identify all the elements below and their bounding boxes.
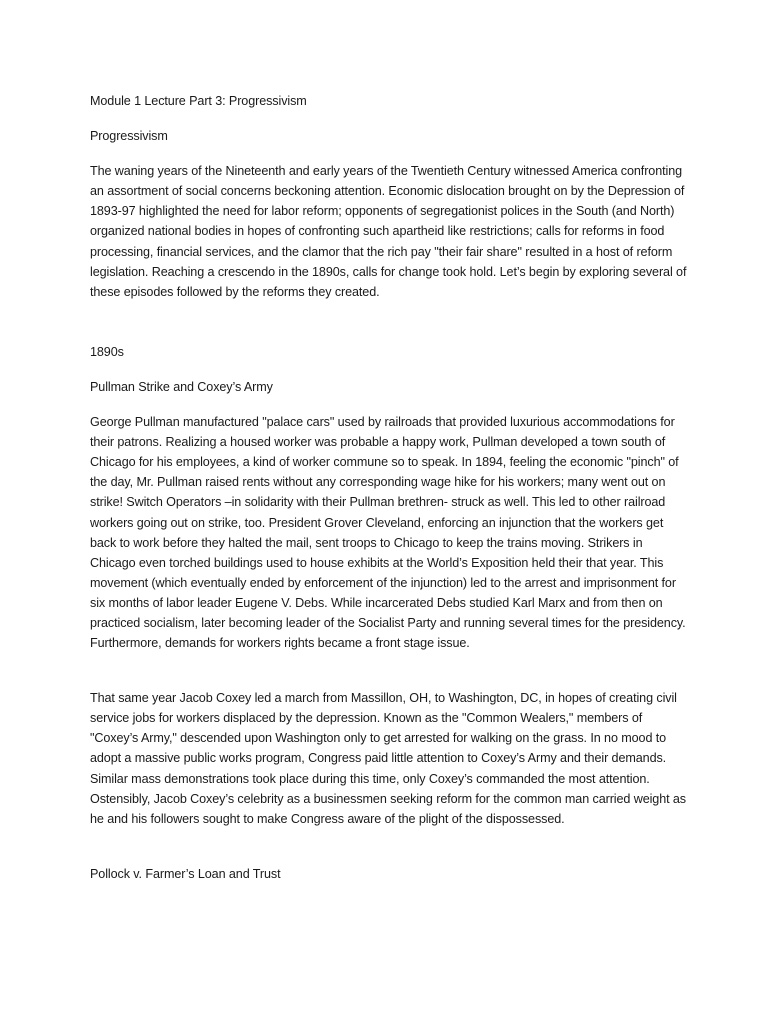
paragraph-coxeys-army: That same year Jacob Coxey led a march from Massillon, OH, to Washington, DC, in hopes of creating civil service jobs for workers displaced by the depression. Known as the "Common Wealers," members of "Coxey’s Army," descended upon Washington only to get arrested for walking on the grass. In no mood to adopt a massive public works program, Congress paid little attention to Coxey’s Army and their demands. Similar mass demonstrations took place during this time, only Coxey’s commanded the most attention. Ostensibly, Jacob Coxey’s celebrity as a businessmen seeking reform for the common man carried weight as he and his followers sought to make Congress aware of the plight of the dispossessed.: [90, 691, 687, 826]
document-body: [90, 91, 690, 899]
paragraph-pullman-strike: George Pullman manufactured "palace cars" used by railroads that provided luxurious accommodations for their patrons. Realizing a housed worker was probable a happy work, Pullman developed a town south of Chicago for his employees, a kind of worker commune so to speak. In 1894, feeling the economic "pinch" of the day, Mr. Pullman raised rents without any corresponding wage hike for his workers; many went out on strike! Switch Operators –in solidarity with their Pullman brethren- struck as well. This led to other railroad workers going out on strike, too. President Grover Cleveland, enforcing an injunction that the workers get back to work before they halted the mail, sent troops to Chicago to keep the trains moving. Strikers in Chicago even torched buildings used to house exhibits at the World’s Exposition held their that year. This movement (which eventually ended by enforcement of the injunction) led to the arrest and imprisonment for six months of labor leader Eugene V. Debs. While incarcerated Debs studied Karl Marx and from then on practiced socialism, later becoming leader of the Socialist Party and running several times for the presidency. Furthermore, demands for workers rights became a front stage issue.: [90, 415, 686, 651]
section-heading-pullman-coxey: Pullman Strike and Coxey’s Army: [90, 379, 273, 394]
section-heading-progressivism: Progressivism: [90, 129, 168, 144]
lecture-title: Module 1 Lecture Part 3: Progressivism: [90, 94, 307, 108]
paragraph-progressivism-intro: The waning years of the Nineteenth and early years of the Twentieth Century witnessed America confronting an assortment of social concerns beckoning attention. Economic dislocation brought on by the Depression of 1893-97 highlighted the need for labor reform; opponents of segregationist polices in the South (and North) organized national bodies in hopes of confronting such apartheid like restrictions; calls for reforms in food processing, financial services, and the clamor that the rich pay "their fair share" resulted in a host of reform legislation. Reaching a crescendo in the 1890s, calls for change took hold. Let’s begin by exploring several of these episodes followed by the reforms they created.: [90, 164, 687, 299]
era-heading-1890s: 1890s: [90, 344, 124, 359]
section-heading-pollock: Pollock v. Farmer’s Loan and Trust: [90, 866, 281, 881]
